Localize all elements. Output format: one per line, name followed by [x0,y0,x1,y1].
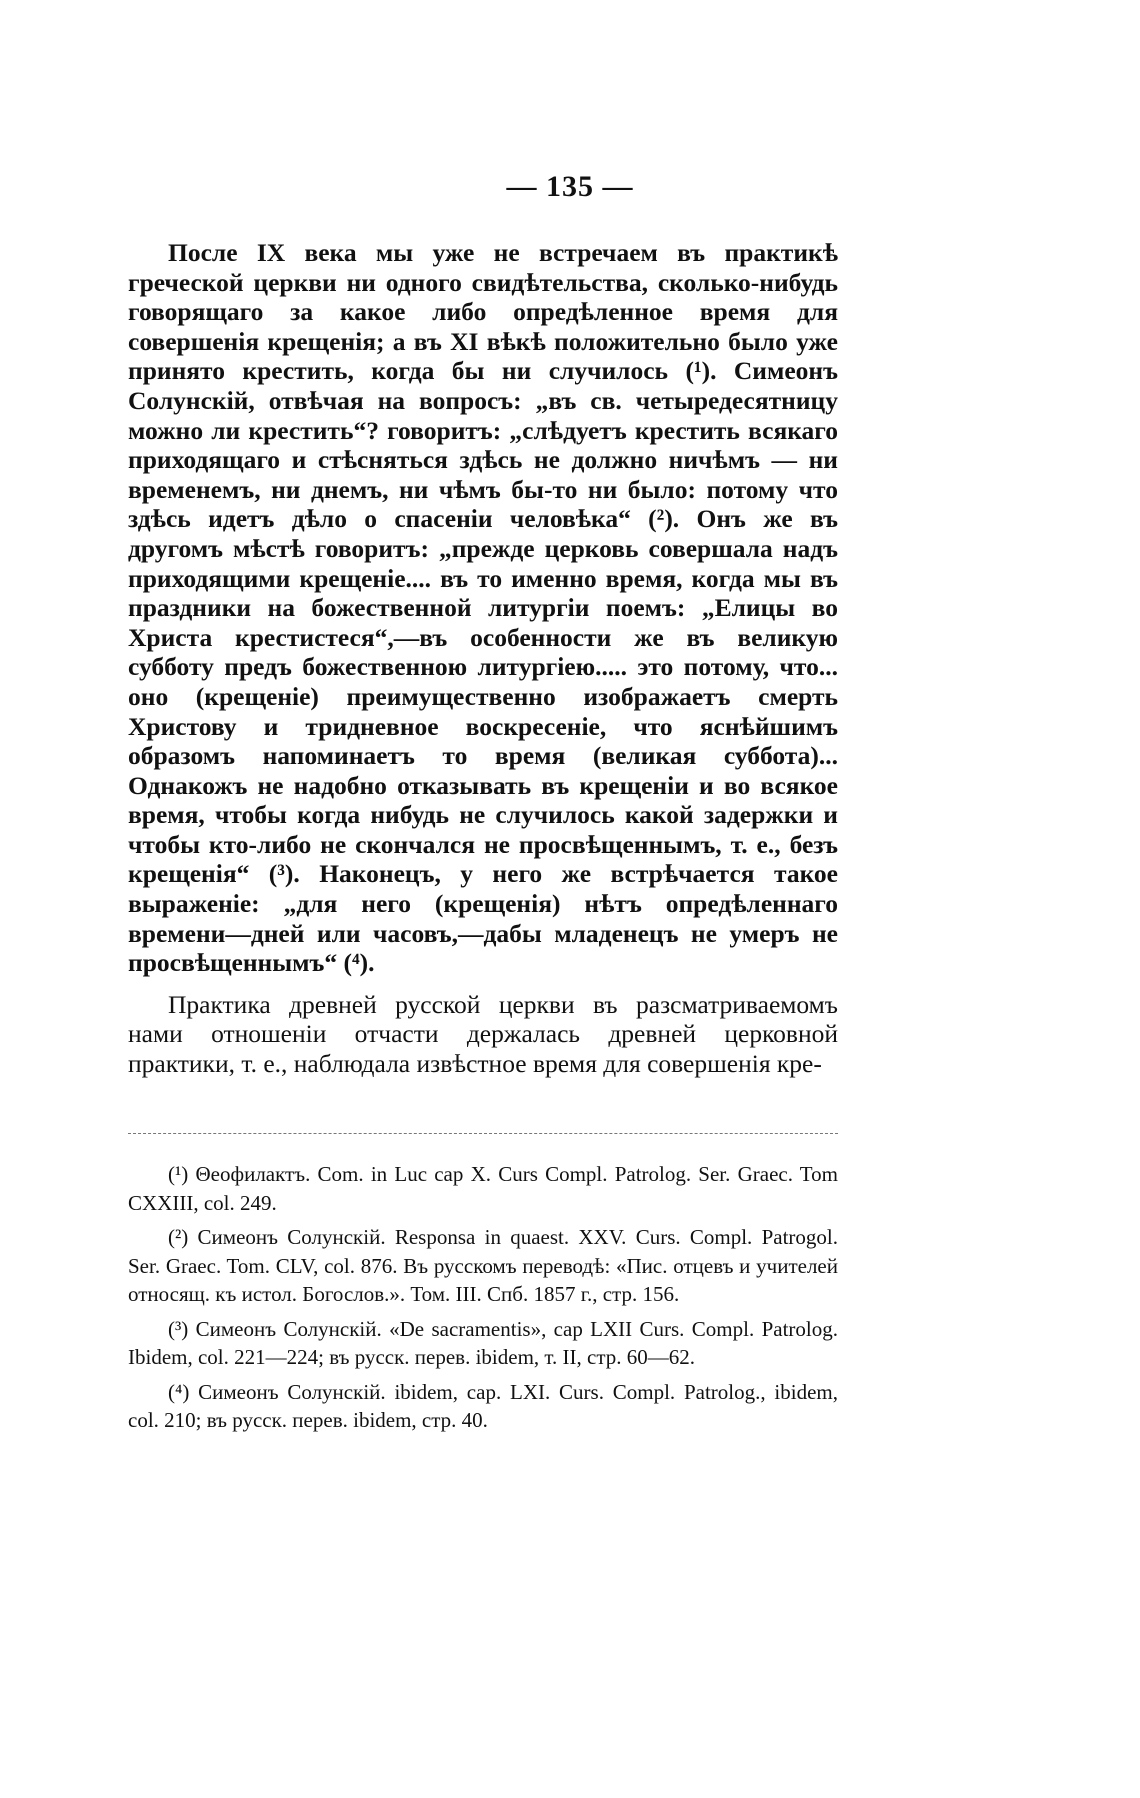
footnote-divider [128,1133,838,1134]
footnotes [128,1160,838,1441]
paragraph-2: Практика древней русской церкви въ разсматриваемомъ нами отношеніи отчасти держалась древней церковной практики, т. е., наблюдала извѣстное время для совершенія кре- [128,989,838,1079]
main-text [128,238,838,1079]
footnote-1: (¹) Θеофилактъ. Com. in Luc cap X. Curs Compl. Patrolog. Ser. Graec. Tom CXXIII, col. 249. [128,1162,838,1215]
footnote-3: (³) Симеонъ Солунскій. «De sacramentis», cap LXII Curs. Compl. Patrolog. Ibidem, col. 221—224; въ русск. перев. ibidem, т. II, стр. 60—62. [128,1316,838,1369]
paragraph-1: После IX века мы уже не встречаем въ практикѣ греческой церкви ни одного свидѣтельства, сколько-нибудь говорящаго за какое либо опредѣленное время для совершенія крещенія; а въ XI вѣкѣ положительно было уже принято крестить, когда бы ни случилось (¹). Симеонъ Солунскій, отвѣчая на вопросъ: „въ св. четыредесятницу можно ли крестить“? говоритъ: „слѣдуетъ крестить всякаго приходящаго и стѣсняться здѣсь не должно ничѣмъ — ни временемъ, ни днемъ, ни чѣмъ бы-то ни было: потому что здѣсь идетъ дѣло о спасеніи человѣка“ (²). Онъ же въ другомъ мѣстѣ говоритъ: „прежде церковь совершала надъ приходящими крещеніе.... въ то именно время, когда мы въ праздники на божественной литургіи поемъ: „Елицы во Христа крестистеся“,—въ особенности же въ великую субботу предъ божественною литургіею..... это потому, что... оно (крещеніе) преимущественно изображаетъ смерть Христову и тридневное воскресеніе, что яснѣйшимъ образомъ напоминаетъ то время (великая суббота)... Однакожъ не надобно отказывать въ крещеніи и во всякое время, чтобы когда нибудь не случилось какой задержки и чтобы кто-либо не скончался не просвѣщеннымъ, т. е., безъ крещенія“ (³). Наконецъ, у него же встрѣчается такое выраженіе: „для него (крещенія) нѣтъ опредѣленнаго времени—дней или часовъ,—дабы младенецъ не умеръ не просвѣщеннымъ“ (⁴). [128,238,838,978]
footnote-4: (⁴) Симеонъ Солунскій. ibidem, cap. LXI. Curs. Compl. Patrolog., ibidem, col. 210; въ русск. перев. ibidem, стр. 40. [128,1379,838,1432]
footnote-2: (²) Симеонъ Солунскій. Responsa in quaest. XXV. Curs. Compl. Patrogol. Ser. Graec. Tom. CLV, col. 876. Въ русскомъ переводѣ: «Пис. отцевъ и учителей относящ. къ истол. Богослов.». Том. III. Спб. 1857 г., стр. 156. [128,1225,838,1306]
page-number: — 135 — [506,170,634,203]
